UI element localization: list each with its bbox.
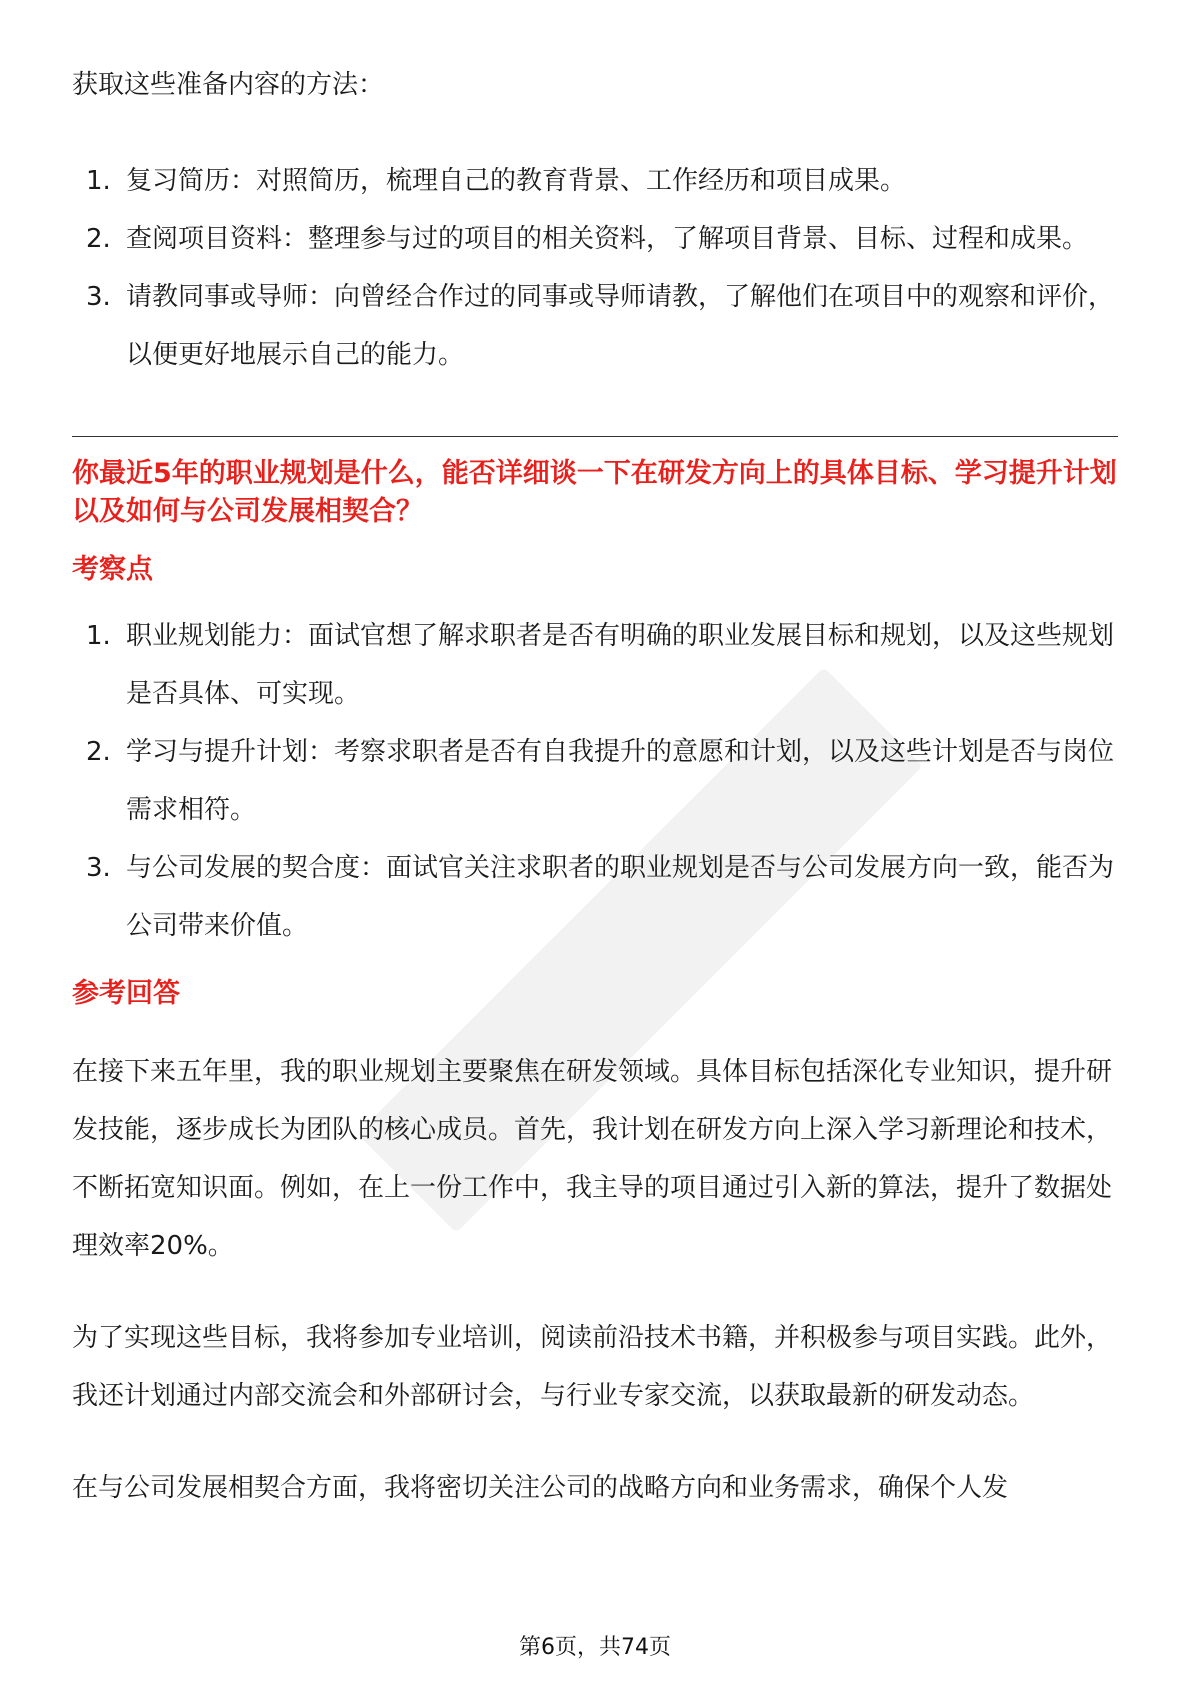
- assessment-list: [72, 607, 1118, 955]
- list-number: 3.: [86, 853, 111, 883]
- list-item: [72, 723, 1118, 839]
- list-item: [72, 607, 1118, 723]
- interview-question: 你最近5年的职业规划是什么，能否详细谈一下在研发方向上的具体目标、学习提升计划以及如何与公司发展相契合？: [72, 458, 1117, 527]
- list-item-text: 查阅项目资料：整理参与过的项目的相关资料，了解项目背景、目标、过程和成果。: [126, 224, 1089, 254]
- prep-methods-list: [72, 152, 1118, 384]
- document-content: [72, 56, 1118, 1551]
- reference-answer-heading: 参考回答: [72, 978, 180, 1009]
- answer-paragraph: 在接下来五年里，我的职业规划主要聚焦在研发领域。具体目标包括深化专业知识，提升研发技能，逐步成长为团队的核心成员。首先，我计划在研发方向上深入学习新理论和技术，不断拓宽知识面。例如，在上一份工作中，我主导的项目通过引入新的算法，提升了数据处理效率20%。: [72, 1057, 1113, 1261]
- intro-text: 获取这些准备内容的方法：: [72, 70, 385, 100]
- list-item-text: 职业规划能力：面试官想了解求职者是否有明确的职业发展目标和规划，以及这些规划是否具体、可实现。: [126, 621, 1115, 709]
- assessment-heading: 考察点: [72, 554, 153, 585]
- list-item: [72, 152, 1118, 210]
- list-item: [72, 268, 1118, 384]
- list-number: 1.: [86, 166, 111, 196]
- list-item-text: 复习简历：对照简历，梳理自己的教育背景、工作经历和项目成果。: [126, 166, 907, 196]
- list-item-text: 与公司发展的契合度：面试官关注求职者的职业规划是否与公司发展方向一致，能否为公司带来价值。: [126, 853, 1115, 941]
- list-item: [72, 210, 1118, 268]
- list-item-text: 请教同事或导师：向曾经合作过的同事或导师请教，了解他们在项目中的观察和评价，以便更好地展示自己的能力。: [126, 282, 1115, 370]
- list-number: 1.: [86, 621, 111, 651]
- list-number: 3.: [86, 282, 111, 312]
- section-divider: [72, 436, 1118, 437]
- answer-paragraph: 为了实现这些目标，我将参加专业培训，阅读前沿技术书籍，并积极参与项目实践。此外，我还计划通过内部交流会和外部研讨会，与行业专家交流，以获取最新的研发动态。: [72, 1323, 1113, 1411]
- answer-paragraph: 在与公司发展相契合方面，我将密切关注公司的战略方向和业务需求，确保个人发: [72, 1473, 1009, 1503]
- list-number: 2.: [86, 737, 111, 767]
- list-number: 2.: [86, 224, 111, 254]
- list-item-text: 学习与提升计划：考察求职者是否有自我提升的意愿和计划，以及这些计划是否与岗位需求相符。: [126, 737, 1115, 825]
- list-item: [72, 839, 1118, 955]
- page-number-footer: 第6页，共74页: [519, 1635, 671, 1660]
